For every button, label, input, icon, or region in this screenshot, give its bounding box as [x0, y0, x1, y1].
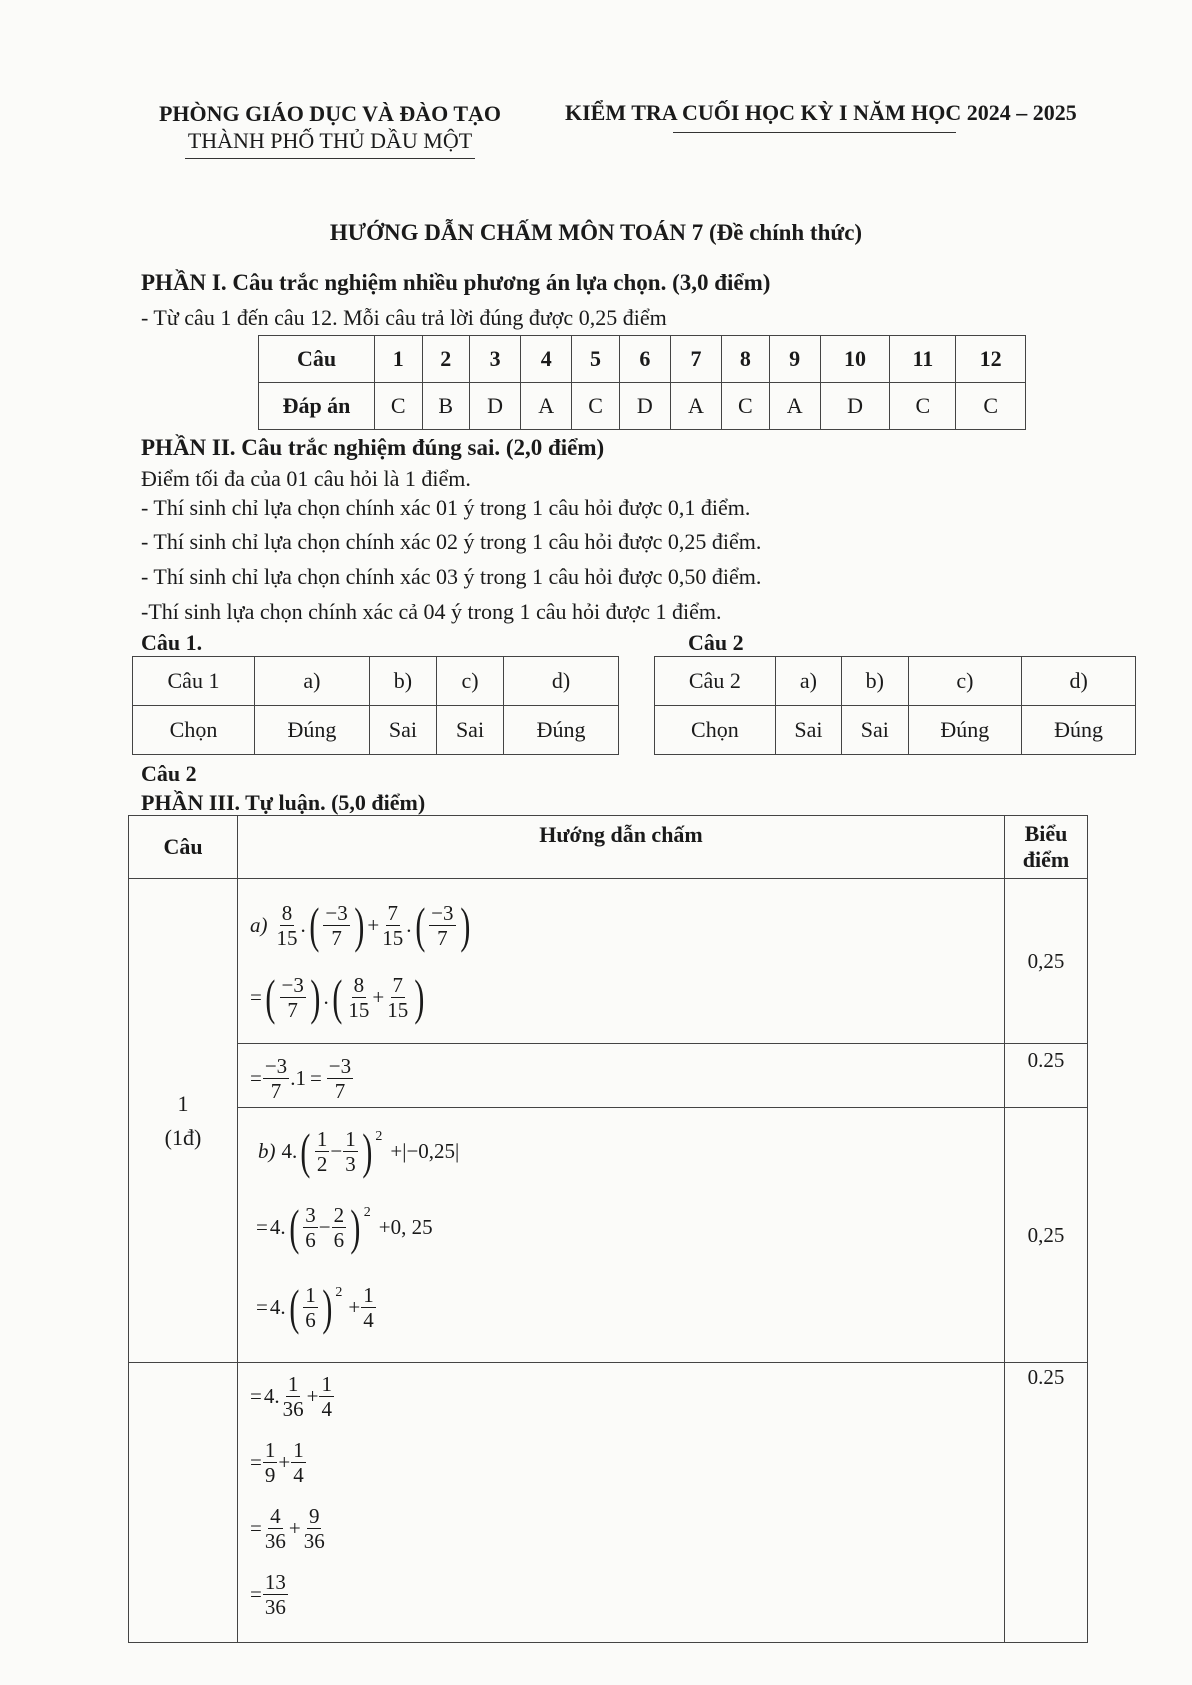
table-row [133, 706, 619, 755]
table-cell: 1 [375, 336, 423, 383]
denominator: 6 [333, 1227, 345, 1252]
numerator: −3 [264, 1053, 288, 1078]
denominator: 15 [387, 997, 409, 1022]
table-cell: D [820, 383, 890, 430]
math-expression-b-line2: = 4. ( $\frac{3}{6}$ − $\frac{2}{6}$ ) 2 +0, 25 [256, 1199, 433, 1255]
table-cell: Sai [369, 706, 436, 755]
right-paren: ) [414, 969, 425, 1025]
numerator: 7 [387, 900, 398, 925]
left-paren: ( [265, 969, 276, 1025]
absolute-value: |−0,25| [402, 1138, 460, 1163]
part2-line: - Thí sinh chỉ lựa chọn chính xác 01 ý trong 1 câu hỏi được 0,1 điểm. [141, 495, 751, 520]
right-paren: ) [350, 1199, 361, 1255]
numerator: 8 [281, 900, 293, 925]
left-paren: ( [300, 1123, 311, 1179]
exponent: 2 [375, 1129, 383, 1144]
math-expression-a-line3 [250, 1050, 354, 1106]
document-title: HƯỚNG DẪN CHẤM MÔN TOÁN 7 (Đề chính thức) [329, 220, 863, 245]
table-cell: Chọn [655, 706, 776, 755]
fraction [346, 973, 371, 1022]
numerator: 1 [316, 1126, 328, 1151]
table-cell: Đáp án [259, 383, 375, 430]
math-expression-b-line5 [250, 1434, 307, 1490]
left-paren: ( [288, 1199, 299, 1255]
table-row [133, 657, 619, 706]
table-cell: C [375, 383, 423, 430]
denominator: 36 [264, 1594, 286, 1619]
math-expression-b-line3 [256, 1276, 377, 1338]
table-cell: Đúng [1022, 706, 1136, 755]
denominator: 36 [303, 1528, 325, 1553]
numerator: 3 [305, 1202, 316, 1227]
math-operator: + [348, 1294, 361, 1319]
exam-header [565, 100, 1077, 133]
denominator: 6 [305, 1307, 316, 1332]
left-paren: ( [288, 1279, 299, 1335]
department-header [140, 100, 520, 159]
department-name: PHÒNG GIÁO DỤC VÀ ĐÀO TẠO [158, 101, 502, 126]
rubric-cell-b2 [238, 1363, 1005, 1643]
math-operator: 4. [269, 1214, 286, 1239]
answer-table [258, 335, 1026, 430]
truefalse-table-q1 [132, 656, 619, 755]
math-expression-b-line1: b) 4. ( $\frac{1}{2}$ − $\frac{1}{3}$ ) 2 + |−0,25| [258, 1123, 460, 1179]
question2-label: Câu 2 [688, 630, 744, 655]
column-header-bieu-diem [1005, 816, 1088, 879]
part2-line: - Thí sinh chỉ lựa chọn chính xác 02 ý trong 1 câu hỏi được 0,25 điểm. [141, 529, 762, 554]
denominator: 15 [276, 925, 298, 950]
table-cell: D [470, 383, 521, 430]
table-cell: A [769, 383, 820, 430]
fraction [361, 1283, 376, 1332]
math-operator: = [250, 1581, 262, 1606]
table-cell: 2 [422, 336, 470, 383]
table-cell: c) [908, 657, 1022, 706]
city-name: THÀNH PHỐ THỦ DẦU MỘT [187, 128, 473, 153]
column-header-diem: điểm [1022, 847, 1070, 872]
denominator: 4 [293, 1462, 304, 1487]
math-expression-a-line2 [250, 967, 428, 1027]
math-operator: = [256, 1214, 268, 1239]
denominator: 7 [287, 997, 298, 1022]
table-cell: Đúng [254, 706, 369, 755]
table-cell: Đúng [504, 706, 619, 755]
numerator: 1 [363, 1282, 374, 1307]
question-number-cell [129, 879, 238, 1363]
part2-line: Điểm tối đa của 01 câu hỏi là 1 điểm. [141, 466, 471, 491]
math-expression-b-line7 [250, 1566, 289, 1622]
math-operator: + [288, 1515, 301, 1540]
part1-heading: PHẦN I. Câu trắc nghiệm nhiều phương án lựa chọn. (3,0 điểm) [141, 270, 771, 295]
fraction [263, 1438, 278, 1487]
math-label: a) [250, 912, 268, 937]
fraction [385, 973, 410, 1022]
table-cell: a) [775, 657, 841, 706]
fraction [315, 1127, 330, 1176]
fraction [332, 1203, 347, 1252]
table-cell: Câu [259, 336, 375, 383]
table-cell: C [890, 383, 956, 430]
exponent: 2 [335, 1285, 343, 1300]
numerator: −3 [281, 972, 304, 997]
numerator: −3 [328, 1053, 352, 1078]
numerator: 1 [287, 1371, 299, 1396]
table-cell: Sai [436, 706, 503, 755]
fraction [323, 901, 349, 950]
denominator: 36 [282, 1396, 304, 1421]
numerator: 4 [270, 1503, 281, 1528]
fraction [302, 1504, 327, 1553]
denominator: 7 [437, 925, 448, 950]
table-cell: D [619, 383, 670, 430]
answer-table-row-answers [259, 383, 1026, 430]
table-cell: Đúng [908, 706, 1022, 755]
part2-heading: PHẦN II. Câu trắc nghiệm đúng sai. (2,0 điểm) [141, 435, 605, 460]
math-operator: . [406, 912, 412, 937]
fraction [291, 1438, 306, 1487]
left-paren: ( [309, 897, 320, 953]
fraction [343, 1127, 358, 1176]
math-expression-b-line6 [250, 1500, 328, 1556]
right-paren: ) [459, 897, 470, 953]
fraction [429, 901, 455, 950]
score-cell: 0,25 [1005, 879, 1088, 1044]
fraction [263, 1570, 288, 1619]
fraction [380, 901, 405, 950]
fraction [281, 1372, 306, 1421]
table-cell: Sai [775, 706, 841, 755]
math-operator: = [250, 1383, 262, 1408]
denominator: 4 [363, 1307, 374, 1332]
truefalse-table-q2 [654, 656, 1136, 755]
denominator: 9 [264, 1462, 276, 1487]
numerator: 2 [333, 1202, 345, 1227]
table-cell: c) [436, 657, 503, 706]
table-cell: 6 [619, 336, 670, 383]
math-operator: 4. [269, 1294, 286, 1319]
denominator: 36 [264, 1528, 286, 1553]
numerator: 8 [353, 972, 365, 997]
denominator: 2 [316, 1151, 328, 1176]
denominator: 15 [382, 925, 404, 950]
math-expression-b-line4 [250, 1368, 335, 1424]
table-cell: Sai [842, 706, 908, 755]
score-cell: 0.25 [1005, 1363, 1088, 1643]
table-cell: Chọn [133, 706, 255, 755]
part1-note: - Từ câu 1 đến câu 12. Mỗi câu trả lời đúng được 0,25 điểm [141, 305, 667, 330]
numerator: 1 [305, 1282, 316, 1307]
numerator: −3 [431, 900, 454, 925]
part3-heading: PHẦN III. Tự luận. (5,0 điểm) [141, 790, 426, 815]
table-cell: A [521, 383, 572, 430]
exam-title: KIỂM TRA CUỐI HỌC KỲ I NĂM HỌC 2024 – 2025 [565, 100, 1077, 125]
right-paren: ) [354, 897, 365, 953]
math-operator: + [390, 1138, 403, 1163]
numerator: −3 [325, 900, 348, 925]
math-operator: = [309, 1065, 322, 1090]
right-paren: ) [322, 1279, 333, 1335]
left-paren: ( [414, 897, 425, 953]
left-paren: ( [332, 969, 343, 1025]
answer-table-row-questions [259, 336, 1026, 383]
table-cell: 3 [470, 336, 521, 383]
right-paren: ) [362, 1123, 373, 1179]
right-paren: ) [310, 969, 321, 1025]
table-cell: A [670, 383, 721, 430]
table-cell: C [956, 383, 1026, 430]
fraction [263, 1504, 288, 1553]
table-cell: b) [842, 657, 908, 706]
numerator: 13 [264, 1569, 286, 1594]
math-operator: = [256, 1294, 268, 1319]
table-cell: 9 [769, 336, 820, 383]
fraction [280, 973, 306, 1022]
math-operator: + [372, 984, 385, 1009]
header-underline [185, 158, 475, 159]
math-label: b) [258, 1138, 276, 1163]
numerator: 9 [308, 1503, 320, 1528]
table-cell: a) [254, 657, 369, 706]
table-cell: B [422, 383, 470, 430]
table-cell: 11 [890, 336, 956, 383]
table-cell: Câu 2 [655, 657, 776, 706]
math-operator: = [250, 984, 262, 1009]
numerator: 1 [293, 1437, 304, 1462]
table-cell: 12 [956, 336, 1026, 383]
question-points: (1đ) [164, 1124, 202, 1150]
part2-line: - Thí sinh chỉ lựa chọn chính xác 03 ý trong 1 câu hỏi được 0,50 điểm. [141, 564, 762, 589]
math-operator: = [250, 1449, 262, 1474]
fraction [319, 1372, 334, 1421]
column-header-huong-dan: Hướng dẫn chấm [238, 816, 1005, 879]
math-expression-a-line1 [250, 895, 473, 955]
denominator: 7 [331, 925, 342, 950]
fraction [303, 1203, 318, 1252]
math-operator: + [306, 1383, 319, 1408]
table-cell: C [722, 383, 770, 430]
table-cell: Câu 1 [133, 657, 255, 706]
denominator: 4 [321, 1396, 332, 1421]
denominator: 3 [345, 1151, 356, 1176]
math-operator: . [300, 912, 306, 937]
numerator: 1 [321, 1371, 332, 1396]
table-cell: 7 [670, 336, 721, 383]
denominator: 15 [348, 997, 370, 1022]
math-operator: .1 [290, 1065, 306, 1090]
fraction [263, 1054, 289, 1103]
table-cell: 5 [572, 336, 620, 383]
table-cell: 10 [820, 336, 890, 383]
fraction [303, 1283, 318, 1332]
math-operator: = [250, 1515, 262, 1540]
fraction [275, 901, 300, 950]
question-number: 1 [177, 1090, 189, 1116]
exponent: 2 [363, 1205, 371, 1220]
denominator: 6 [305, 1227, 316, 1252]
math-operator: + [278, 1449, 291, 1474]
column-header-cau: Câu [129, 816, 238, 879]
score-cell: 0.25 [1005, 1044, 1088, 1108]
score-cell: 0,25 [1005, 1108, 1088, 1363]
math-operator: +0, 25 [378, 1214, 433, 1239]
part2-line: -Thí sinh lựa chọn chính xác cả 04 ý trong 1 câu hỏi được 1 điểm. [141, 599, 722, 624]
math-operator: 4. [263, 1383, 280, 1408]
table-cell: d) [504, 657, 619, 706]
column-header-bieu: Biểu [1024, 821, 1068, 846]
trailing-question-label: Câu 2 [141, 761, 197, 786]
numerator: 1 [345, 1126, 356, 1151]
table-cell: 4 [521, 336, 572, 383]
table-cell: b) [369, 657, 436, 706]
question1-label: Câu 1. [141, 630, 203, 655]
numerator: 1 [264, 1437, 276, 1462]
math-operator: . [323, 984, 329, 1009]
table-header-row [129, 816, 1088, 879]
table-row [655, 657, 1136, 706]
numerator: 7 [392, 972, 403, 997]
math-operator: + [367, 912, 380, 937]
table-cell: d) [1022, 657, 1136, 706]
empty-question-cell [129, 1363, 238, 1643]
denominator: 7 [270, 1078, 282, 1103]
table-row [655, 706, 1136, 755]
math-operator: 4. [281, 1138, 298, 1163]
denominator: 7 [334, 1078, 346, 1103]
table-cell: 8 [722, 336, 770, 383]
fraction [327, 1054, 353, 1103]
math-operator: = [250, 1065, 262, 1090]
exam-underline [673, 132, 956, 133]
table-cell: C [572, 383, 620, 430]
